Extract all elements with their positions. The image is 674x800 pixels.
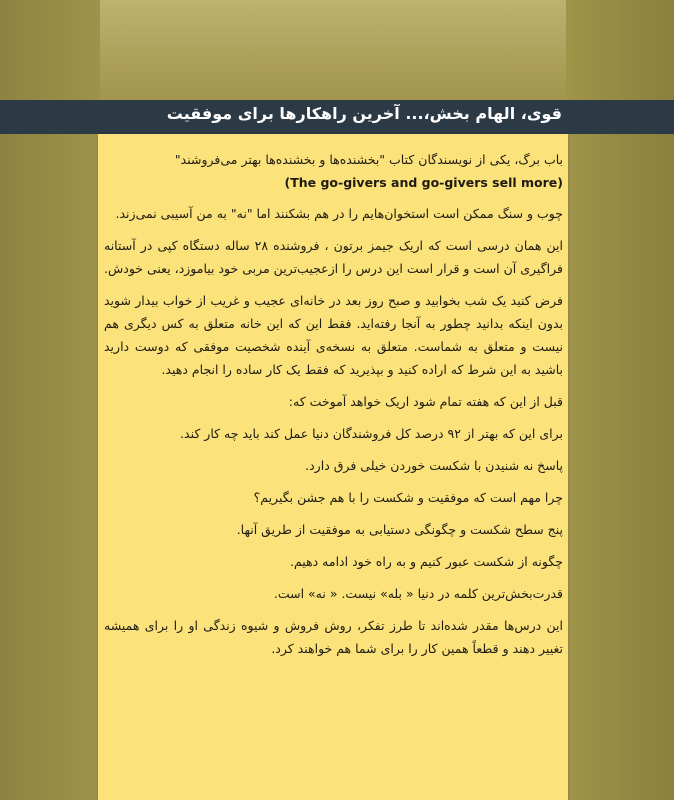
author-line: باب برگ، یکی از نویسندگان کتاب "بخشنده‌ها و بخشنده‌ها بهتر می‌فروشند" <box>174 152 563 167</box>
paragraph-learnings-intro: قبل از این که هفته تمام شود اریک خواهد آموخت که: <box>288 394 563 409</box>
paragraph-lesson: این همان درسی است که اریک جیمز برتون ، فروشنده ۲۸ ساله دستگاه کپی در آستانه فراگیری آن است و قرار است این درس را ازعجیب‌ترین مربی خود بیاموزد، یعنی خودش. <box>104 238 563 276</box>
book-tagline: قوی، الهام بخش،... آخرین راهکارها برای موفقیت <box>166 104 562 123</box>
paragraph-closing: این درس‌ها مقدر شده‌اند تا طرز تفکر، روش فروش و شیوه زندگی او را برای همیشه تغییر دهند و قطعاً همین کار را برای شما هم خواهند کرد. <box>104 618 563 656</box>
learning-item-3: چرا مهم است که موفقیت و شکست را با هم جشن بگیریم؟ <box>253 490 563 505</box>
learning-item-2: پاسخ نه شنیدن با شکست خوردن خیلی فرق دارد. <box>305 458 563 473</box>
title-bar <box>0 100 674 134</box>
paragraph-author <box>104 148 563 194</box>
back-cover-text <box>104 148 563 669</box>
learning-item-1: برای این که بهتر از ۹۲ درصد کل فروشندگان دنیا عمل کند باید چه کار کند. <box>180 426 563 441</box>
paragraph-quote: چوب و سنگ ممکن است استخوان‌هایم را در هم بشکنند اما "نه" به من آسیبی نمی‌زند. <box>115 206 563 221</box>
learning-item-6: قدرت‌بخش‌ترین کلمه در دنیا « بله» نیست. « نه» است. <box>273 586 563 601</box>
english-book-title: (The go-givers and go-givers sell more) <box>284 175 563 190</box>
learning-item-4: پنج سطح شکست و چگونگی دستیابی به موفقیت از طریق آنها. <box>236 522 563 537</box>
paragraph-premise: فرض کنید یک شب بخوابید و صبح روز بعد در خانه‌ای عجیب و غریب از خواب بیدار شوید بدون اینکه بدانید چطور به آنجا رفته‌اید. فقط این که این خانه متعلق به کس دیگری هم نیست و متعلق به شماست. متعلق به نسخه‌ی آینده شخصیت موفقی که دوست دارید باشید به این شرط که اراده کنید و بپذیرید که فقط یک کار ساده را انجام دهید. <box>104 293 563 377</box>
learning-item-5: چگونه از شکست عبور کنیم و به راه خود ادامه دهیم. <box>289 554 563 569</box>
